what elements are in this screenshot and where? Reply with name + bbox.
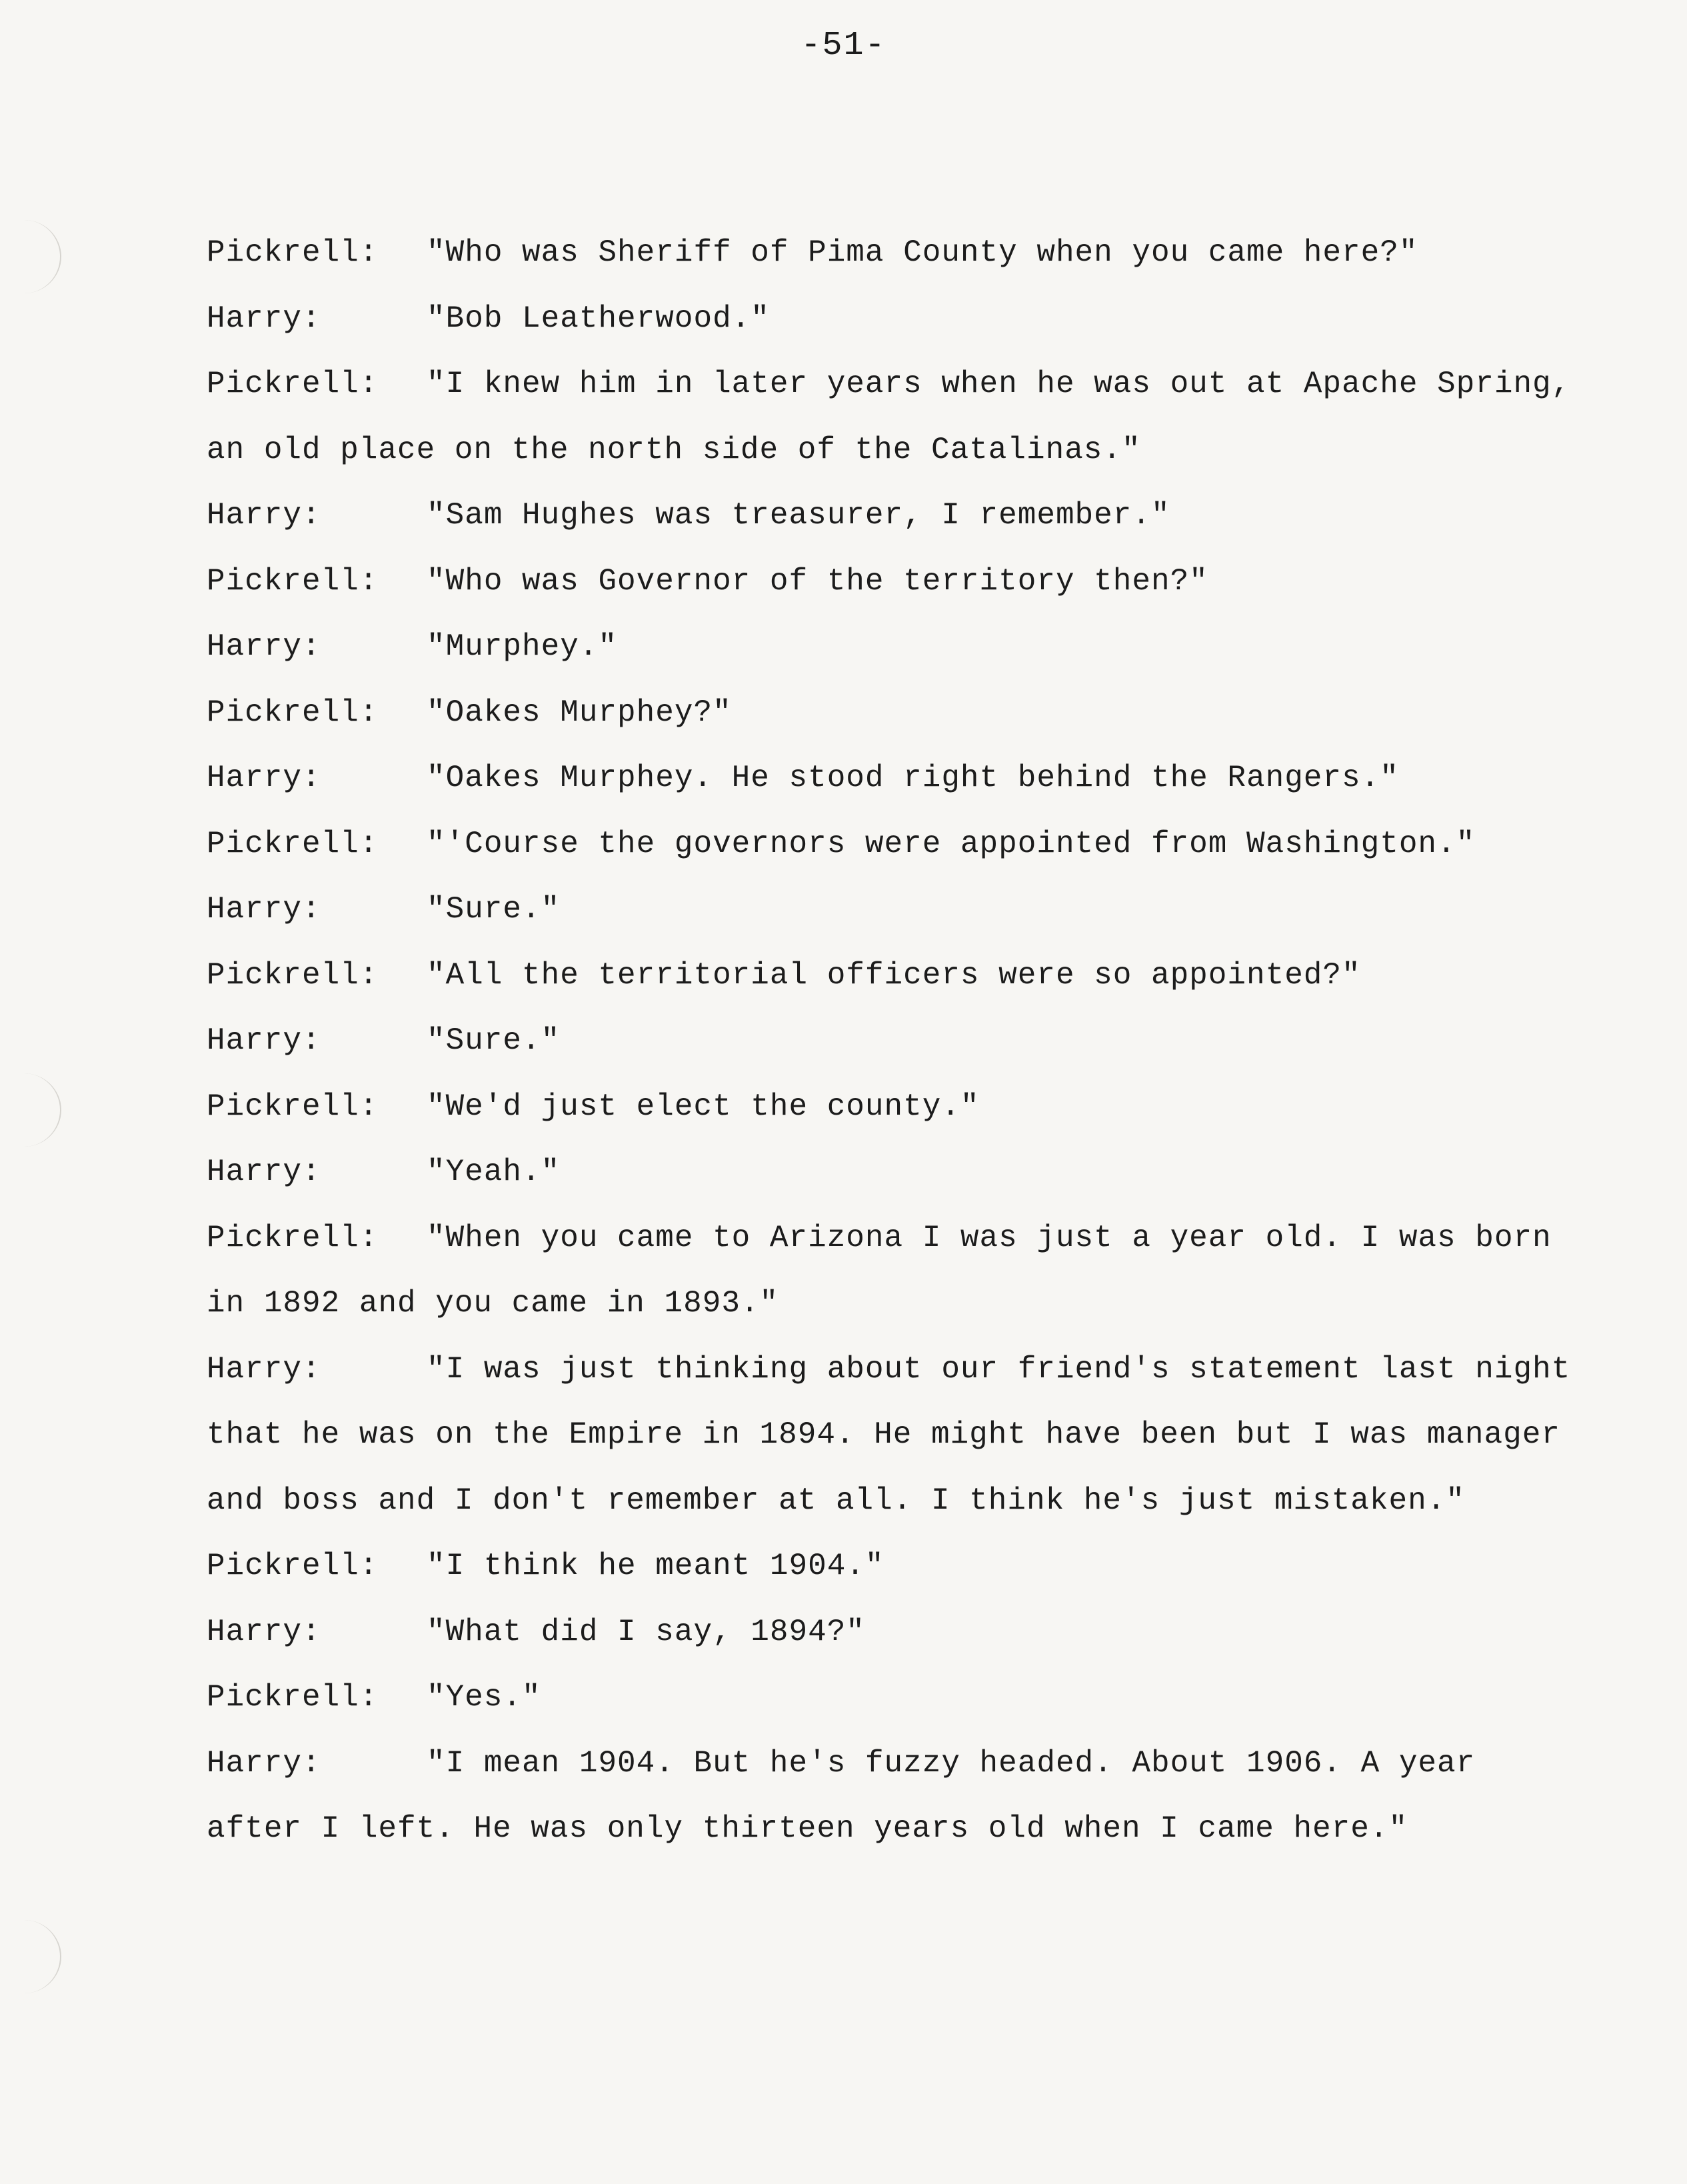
dialogue-text: "Yeah."	[427, 1155, 561, 1189]
dialogue-text: "We'd just elect the county."	[427, 1089, 980, 1124]
speaker-label: Pickrell:	[207, 563, 379, 599]
speaker-label: Harry:	[207, 498, 321, 533]
dialogue-entry	[207, 1337, 1573, 1534]
speaker-label: Pickrell:	[207, 695, 379, 730]
dialogue-entry	[207, 1205, 1573, 1337]
punch-hole-mark	[0, 220, 61, 293]
speaker-label: Pickrell:	[207, 1680, 379, 1715]
dialogue-entry	[207, 1008, 1573, 1074]
speaker-label: Harry:	[207, 1351, 321, 1387]
page-number: -51-	[801, 27, 886, 65]
dialogue-entry	[207, 1731, 1573, 1862]
speaker-label: Harry:	[207, 301, 321, 336]
dialogue-text: "When you came to Arizona I was just a year old. I was born in 1892 and you came in 1893."	[207, 1220, 1552, 1321]
speaker-label: Pickrell:	[207, 1549, 379, 1583]
dialogue-text: "Oakes Murphey?"	[427, 695, 732, 730]
speaker-label: Harry:	[207, 1155, 321, 1189]
speaker-label: Harry:	[207, 629, 321, 664]
speaker-label: Harry:	[207, 1614, 321, 1649]
dialogue-text: "Sure."	[427, 1023, 561, 1058]
speaker-label: Harry:	[207, 1023, 321, 1058]
dialogue-entry	[207, 1665, 1573, 1731]
dialogue-entry	[207, 877, 1573, 943]
dialogue-entry	[207, 943, 1573, 1009]
dialogue-entry	[207, 680, 1573, 746]
dialogue-entry	[207, 811, 1573, 877]
dialogue-entry	[207, 1074, 1573, 1140]
dialogue-text: "Oakes Murphey. He stood right behind the Rangers."	[427, 761, 1399, 795]
dialogue-text: "Sam Hughes was treasurer, I remember."	[427, 498, 1170, 533]
dialogue-entry	[207, 745, 1573, 811]
speaker-label: Harry:	[207, 761, 321, 795]
punch-hole-mark	[0, 1073, 61, 1147]
dialogue-entry	[207, 1533, 1573, 1599]
dialogue-entry	[207, 483, 1573, 549]
dialogue-text: "Sure."	[427, 892, 561, 927]
dialogue-entry	[207, 1139, 1573, 1205]
dialogue-text: "Bob Leatherwood."	[427, 301, 770, 336]
dialogue-text: "Yes."	[427, 1680, 541, 1715]
transcript-body	[207, 220, 1573, 1862]
speaker-label: Harry:	[207, 1745, 321, 1781]
punch-hole-mark	[0, 1920, 61, 1993]
dialogue-text: "I think he meant 1904."	[427, 1549, 884, 1583]
dialogue-text: "All the territorial officers were so appointed?"	[427, 957, 1361, 993]
dialogue-entry	[207, 351, 1573, 483]
dialogue-text: "I mean 1904. But he's fuzzy headed. About 1906. A year after I left. He was only thirteen years old when I came here."	[207, 1745, 1476, 1846]
dialogue-entry	[207, 220, 1573, 286]
dialogue-text: "I was just thinking about our friend's statement last night that he was on the Empire in 1894. He might have been but I was manager and boss and I don't remember at all. I think he's just mistaken."	[207, 1351, 1571, 1518]
dialogue-text: "I knew him in later years when he was out at Apache Spring, an old place on the north side of the Catalinas."	[207, 367, 1571, 467]
dialogue-entry	[207, 1599, 1573, 1665]
dialogue-entry	[207, 614, 1573, 680]
speaker-label: Pickrell:	[207, 1220, 379, 1255]
speaker-label: Harry:	[207, 892, 321, 927]
speaker-label: Pickrell:	[207, 957, 379, 993]
speaker-label: Pickrell:	[207, 235, 379, 270]
dialogue-text: "Who was Governor of the territory then?"	[427, 563, 1208, 599]
dialogue-text: "Who was Sheriff of Pima County when you came here?"	[427, 235, 1418, 270]
speaker-label: Pickrell:	[207, 1089, 379, 1124]
dialogue-entry	[207, 549, 1573, 615]
dialogue-entry	[207, 286, 1573, 352]
speaker-label: Pickrell:	[207, 826, 379, 861]
dialogue-text: "'Course the governors were appointed from Washington."	[427, 826, 1476, 861]
dialogue-text: "What did I say, 1894?"	[427, 1614, 865, 1649]
speaker-label: Pickrell:	[207, 367, 379, 401]
dialogue-text: "Murphey."	[427, 629, 618, 664]
